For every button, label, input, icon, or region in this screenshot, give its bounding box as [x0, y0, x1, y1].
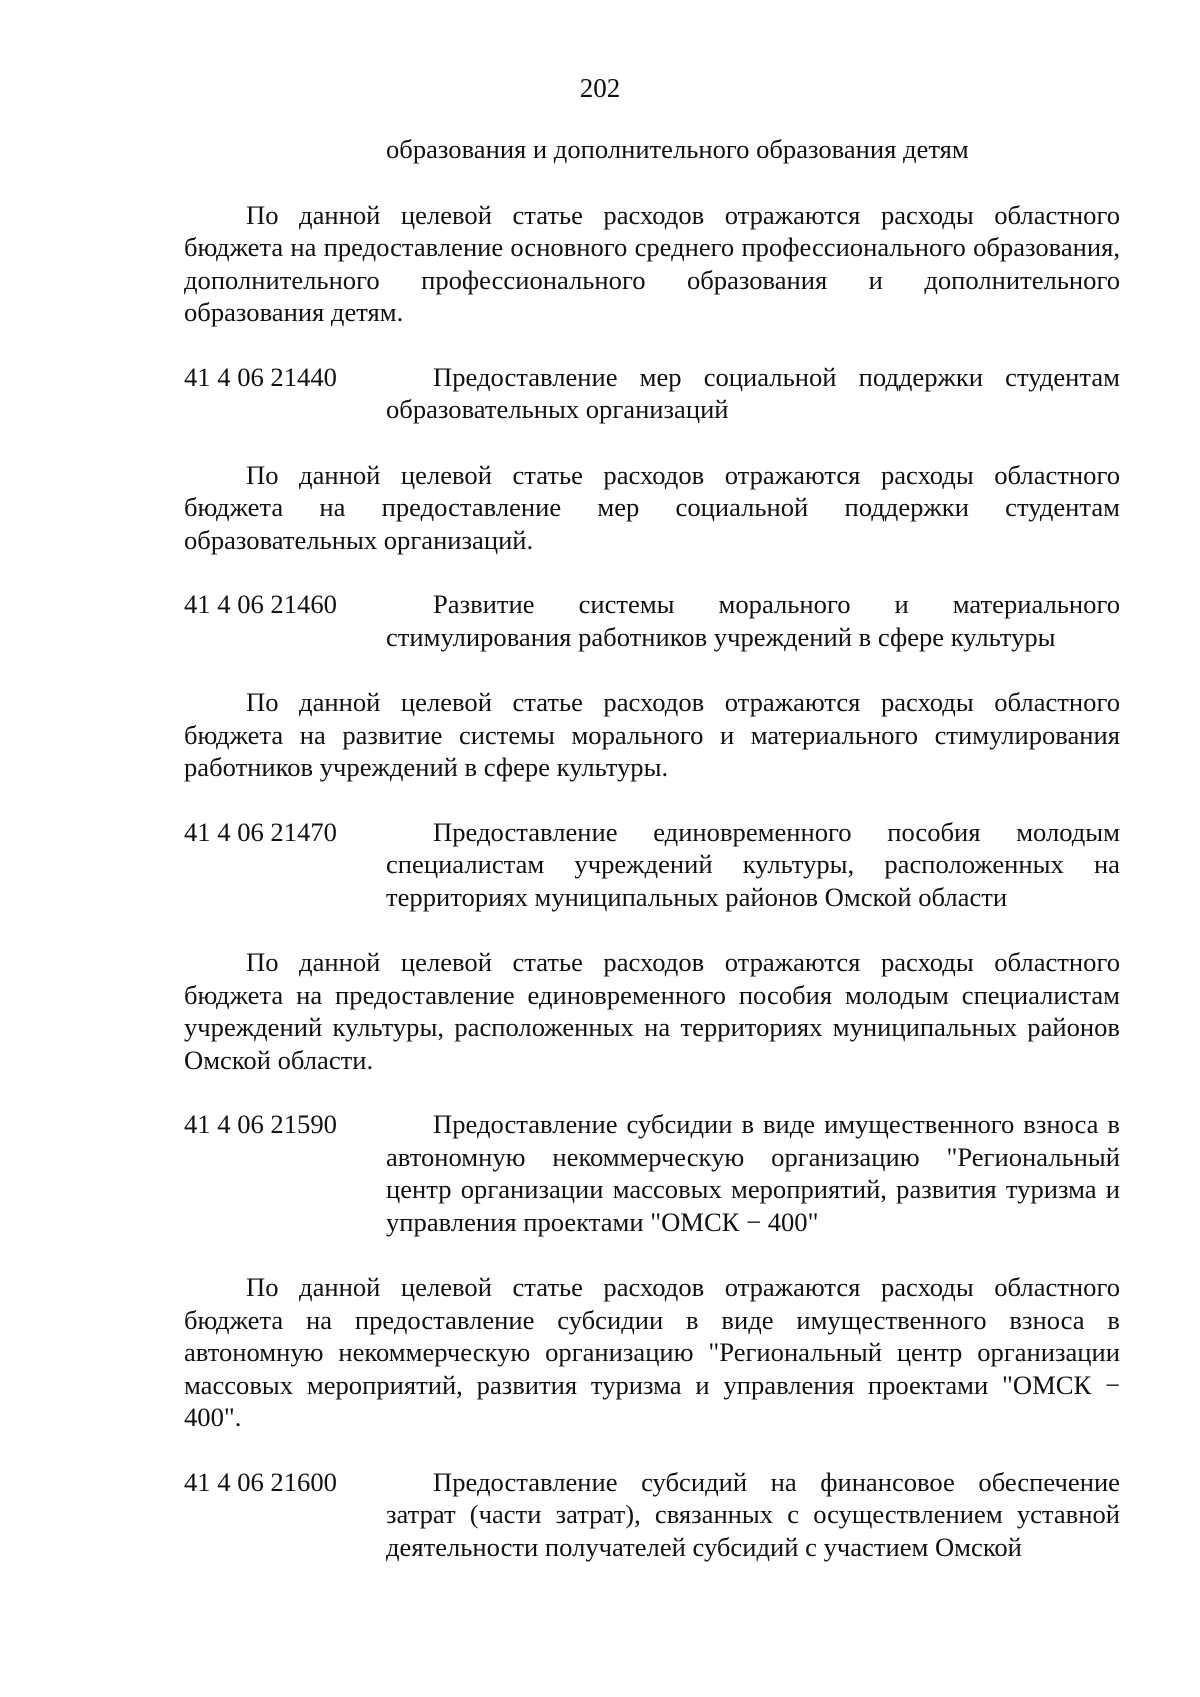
entry-description: По данной целевой статье расходов отражаются расходы областного бюджета на предоставление мер социальной поддержки студентам образовательных организаций.: [184, 459, 1120, 555]
continued-entry-title: образования и дополнительного образования детям: [386, 134, 969, 164]
budget-entry: [184, 816, 1120, 914]
budget-entry: [184, 1108, 1120, 1238]
page-number: 202: [579, 73, 621, 103]
entry-code: 41 4 06 21460: [184, 589, 337, 619]
entry-title: Предоставление субсидий на финансовое обеспечение затрат (части затрат), связанных с осуществлением уставной деятельности получателей субсидий с участием Омской: [386, 1466, 1120, 1562]
entry-description: По данной целевой статье расходов отражаются расходы областного бюджета на предоставление субсидии в виде имущественного взноса в автономную некоммерческую организацию "Региональный центр организации массовых мероприятий, развития туризма и управления проектами "ОМСК − 400".: [184, 1272, 1120, 1432]
budget-entry: [184, 361, 1120, 426]
entry-title: Развитие системы морального и материального стимулирования работников учреждений в сфере культуры: [386, 589, 1120, 652]
entry-code: 41 4 06 21440: [184, 361, 337, 392]
entry-description: По данной целевой статье расходов отражаются расходы областного бюджета на предоставление единовременного пособия молодым специалистам учреждений культуры, расположенных на территориях муниципальных районов Омской области.: [184, 947, 1120, 1075]
entry-code: 41 4 06 21600: [184, 1466, 337, 1497]
entry-code: 41 4 06 21590: [184, 1109, 337, 1139]
budget-entry: [184, 1466, 1120, 1564]
entry-title: Предоставление мер социальной поддержки студентам образовательных организаций: [386, 361, 1120, 424]
entry-title: Предоставление единовременного пособия молодым специалистам учреждений культуры, расположенных на территориях муниципальных районов Омской области: [386, 816, 1120, 912]
document-body: [184, 133, 1120, 1563]
entry-description: По данной целевой статье расходов отражаются расходы областного бюджета на развитие системы морального и материального стимулирования работников учреждений в сфере культуры.: [184, 687, 1120, 782]
budget-entry: [184, 588, 1120, 653]
intro-paragraph: По данной целевой статье расходов отражаются расходы областного бюджета на предоставление основного среднего профессионального образования, дополнительного профессионального образования и дополнительного образования детям.: [184, 199, 1120, 327]
entry-code: 41 4 06 21470: [184, 816, 337, 847]
entry-title: Предоставление субсидии в виде имущественного взноса в автономную некоммерческую организацию "Региональный центр организации массовых мероприятий, развития туризма и управления проектами "ОМСК − 400": [386, 1109, 1120, 1237]
